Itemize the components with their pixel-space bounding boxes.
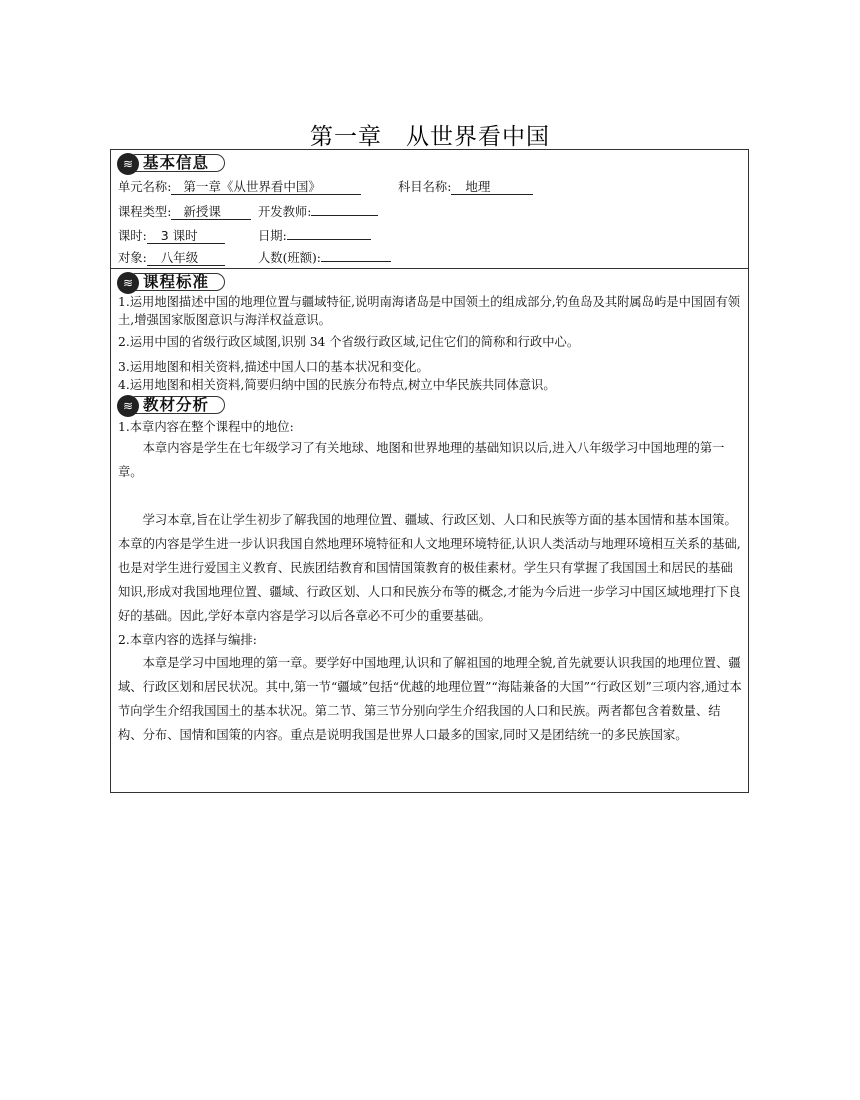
class-size-value: [321, 261, 391, 262]
teacher-value: [311, 215, 378, 216]
section-divider: [111, 268, 748, 269]
date-row: [258, 227, 371, 245]
standards-heading: 课程标准: [143, 273, 210, 291]
date-value: [287, 239, 371, 240]
standard-item-3: 3.运用地图和相关资料,描述中国人口的基本状况和变化。: [118, 360, 429, 374]
hours-row: [118, 227, 225, 245]
unit-name-value: 第一章《从世界看中国》: [171, 179, 361, 195]
analysis-section1-para-1: 本章内容是学生在七年级学习了有关地球、地图和世界地理的基础知识以后,进入八年级学习中国地理的第一章。: [118, 441, 725, 479]
standard-item-2: 2.运用中国的省级行政区域图,识别 34 个省级行政区域,记住它们的简称和行政中心。: [118, 335, 580, 349]
standard-item-4: 4.运用地图和相关资料,简要归纳中国的民族分布特点,树立中华民族共同体意识。: [118, 378, 556, 392]
date-label: 日期:: [258, 229, 287, 243]
class-size-row: [258, 249, 391, 267]
book-stack-icon: ≋: [117, 395, 139, 417]
analysis-section1-para-2: 学习本章,旨在让学生初步了解我国的地理位置、疆域、行政区划、人口和民族等方面的基本国情和基本国策。本章的内容是学生进一步认识我国自然地理环境特征和人文地理环境特征,认识人类活动与地理环境相互关系的基础,也是对学生进行爱国主义教育、民族团结教育和国情国策教育的极佳素材。学生只有掌握了我国国土和居民的基础知识,形成对我国地理位置、疆域、行政区划、人口和民族分布等的概念,才能为今后进一步学习中国区域地理打下良好的基础。因此,学好本章内容是学习以后各章必不可少的重要基础。: [118, 513, 741, 623]
analysis-section1-title: 1.本章内容在整个课程中的地位:: [118, 420, 294, 434]
course-type-label: 课程类型:: [118, 205, 172, 219]
analysis-badge: [117, 395, 225, 417]
book-stack-icon: ≋: [117, 153, 139, 175]
target-label: 对象:: [118, 251, 147, 265]
target-row: [118, 249, 225, 267]
course-type-row: [118, 203, 251, 221]
standards-badge: [117, 272, 225, 294]
basic-info-badge: [117, 153, 225, 175]
basic-info-heading: 基本信息: [143, 154, 210, 172]
analysis-section2-para-1: 本章是学习中国地理的第一章。要学好中国地理,认识和了解祖国的地理全貌,首先就要认识我国的地理位置、疆域、行政区划和居民状况。其中,第一节“疆域”包括“优越的地理位置”“海陆兼备的大国”“行政区划”三项内容,通过本节向学生介绍我国国土的基本状况。第二节、第三节分别向学生介绍我国的人口和民族。两者都包含着数量、结构、分布、国情和国策的内容。重点是说明我国是世界人口最多的国家,同时又是团结统一的多民族国家。: [118, 656, 742, 742]
subject-name-label: 科目名称:: [398, 180, 452, 194]
subject-name-value: 地理: [451, 179, 533, 195]
target-value: 八年级: [147, 250, 225, 266]
unit-name-label: 单元名称:: [118, 180, 172, 194]
teacher-row: [258, 203, 378, 221]
book-stack-icon: ≋: [117, 272, 139, 294]
hours-value: 3 课时: [147, 228, 225, 244]
subject-name-row: [398, 178, 533, 196]
course-type-value: 新授课: [171, 204, 251, 220]
standard-item-1: 1.运用地图描述中国的地理位置与疆域特征,说明南海诸岛是中国领土的组成部分,钓鱼岛及其附属岛屿是中国固有领土,增强国家版图意识与海洋权益意识。: [118, 295, 741, 327]
analysis-heading: 教材分析: [143, 396, 210, 414]
unit-name-row: [118, 178, 361, 196]
analysis-section2-title: 2.本章内容的选择与编排:: [118, 633, 257, 647]
page-title: 第一章 从世界看中国: [310, 124, 550, 150]
class-size-label: 人数(班额):: [258, 251, 321, 265]
lesson-plan-table: [110, 149, 749, 793]
teacher-label: 开发教师:: [258, 205, 312, 219]
hours-label: 课时:: [118, 229, 147, 243]
